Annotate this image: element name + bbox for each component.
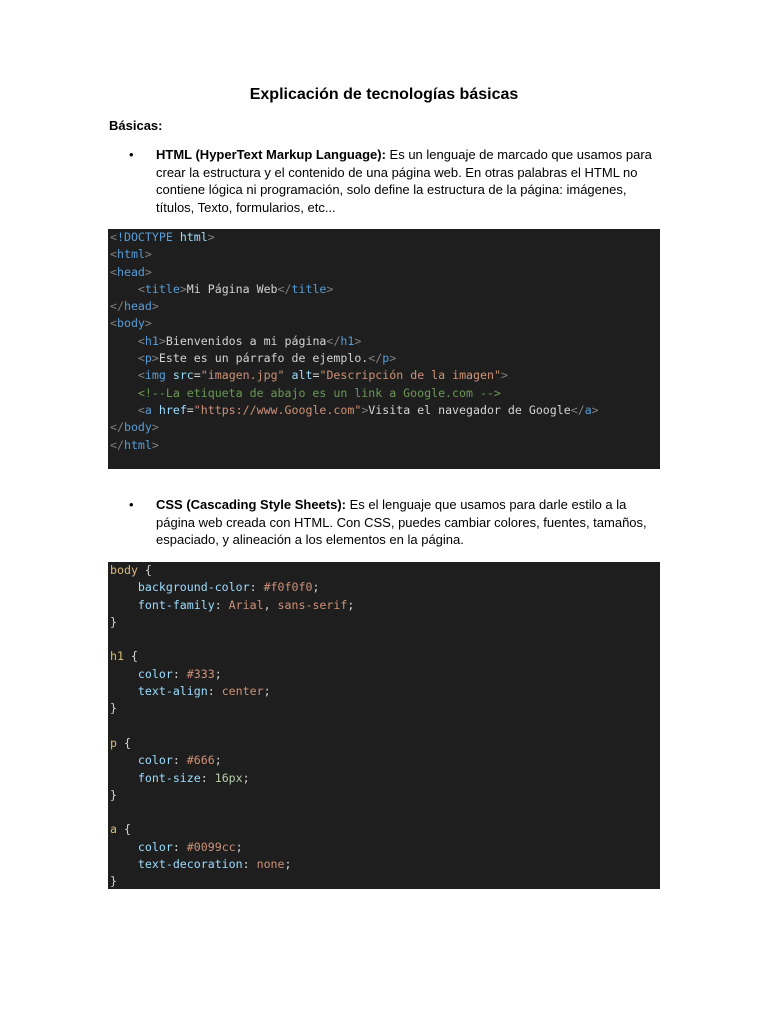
css-value: sans-serif: [270, 597, 348, 612]
bullet-description: Es el lenguaje que usamos para darle estilo a la página web creada con HTML. Con CSS, puedes cambiar colores, fuentes, tamaños, espaciado, y alineación a los elementos en la página.: [156, 497, 647, 547]
code-line: background-color: #f0f0f0;: [137, 580, 320, 595]
css-property: background-color: [137, 580, 250, 595]
css-selector: a: [110, 822, 117, 837]
section-heading: Básicas:: [109, 118, 163, 133]
css-value: #666: [186, 753, 215, 768]
code-line: p {: [110, 735, 131, 750]
bullet-description: Es un lenguaje de marcado que usamos para crear la estructura y el contenido de una página web. En otras palabras el HTML no contiene lógica ni programación, solo define la estructura de la página: imágenes, títulos, Texto, formularios, etc...: [156, 147, 652, 215]
css-value: center: [221, 684, 264, 699]
code-line: color: #666;: [137, 753, 222, 768]
code-line: <title>Mi Página Web</title>: [137, 281, 334, 296]
bullet-dot: •: [129, 497, 134, 512]
css-property: color: [137, 753, 173, 768]
html-code-block: [108, 229, 660, 469]
code-line: <html>: [110, 247, 152, 262]
code-line: h1 {: [110, 649, 138, 664]
code-line: text-align: center;: [137, 684, 271, 699]
css-value: #f0f0f0: [263, 580, 313, 595]
css-value: none: [256, 857, 285, 872]
css-property: text-align: [137, 684, 208, 699]
code-line: </head>: [110, 299, 159, 314]
css-property: color: [137, 839, 173, 854]
code-line: }: [110, 614, 117, 629]
css-value: Arial: [228, 597, 264, 612]
code-line: [110, 631, 660, 648]
css-selector: p: [110, 735, 117, 750]
css-property: text-decoration: [137, 857, 243, 872]
bullet-html: [156, 146, 661, 216]
code-line: <h1>Bienvenidos a mi página</h1>: [137, 333, 362, 348]
code-line: </body>: [110, 420, 159, 435]
css-value: #333: [186, 666, 215, 681]
css-property: font-family: [137, 597, 215, 612]
code-line: <img src="imagen.jpg" alt="Descripción de la imagen">: [137, 368, 508, 383]
code-line: [110, 718, 660, 735]
code-line: font-family: Arial, sans-serif;: [137, 597, 355, 612]
bullet-css: [156, 496, 661, 549]
code-line: <p>Este es un párrafo de ejemplo.</p>: [137, 351, 397, 366]
document-title: Explicación de tecnologías básicas: [249, 86, 519, 103]
css-value: 16px: [214, 770, 243, 785]
code-line: color: #0099cc;: [137, 839, 243, 854]
code-line: a {: [110, 822, 131, 837]
css-property: color: [137, 666, 173, 681]
code-line: <!DOCTYPE html>: [110, 230, 215, 244]
css-code-block: [108, 562, 660, 889]
code-line: color: #333;: [137, 666, 222, 681]
css-value: #0099cc: [186, 839, 236, 854]
code-line: }: [110, 874, 117, 889]
bullet-dot: •: [129, 147, 134, 162]
css-selector: body: [110, 563, 138, 577]
code-line: </html>: [110, 437, 159, 452]
bullet-term: HTML (HyperText Markup Language):: [156, 147, 386, 162]
code-line: <a href="https://www.Google.com">Visita el navegador de Google</a>: [137, 402, 599, 417]
code-line: body {: [110, 563, 152, 577]
code-line: }: [110, 701, 117, 716]
code-line: <body>: [110, 316, 152, 331]
code-line: font-size: 16px;: [137, 770, 250, 785]
css-selector: h1: [110, 649, 124, 664]
code-line: }: [110, 787, 117, 802]
bullet-term: CSS (Cascading Style Sheets):: [156, 497, 346, 512]
code-line: <head>: [110, 264, 152, 279]
code-line: [110, 804, 660, 821]
css-property: font-size: [137, 770, 201, 785]
code-line: <!--La etiqueta de abajo es un link a Google.com -->: [137, 385, 501, 400]
code-line: text-decoration: none;: [137, 857, 292, 872]
